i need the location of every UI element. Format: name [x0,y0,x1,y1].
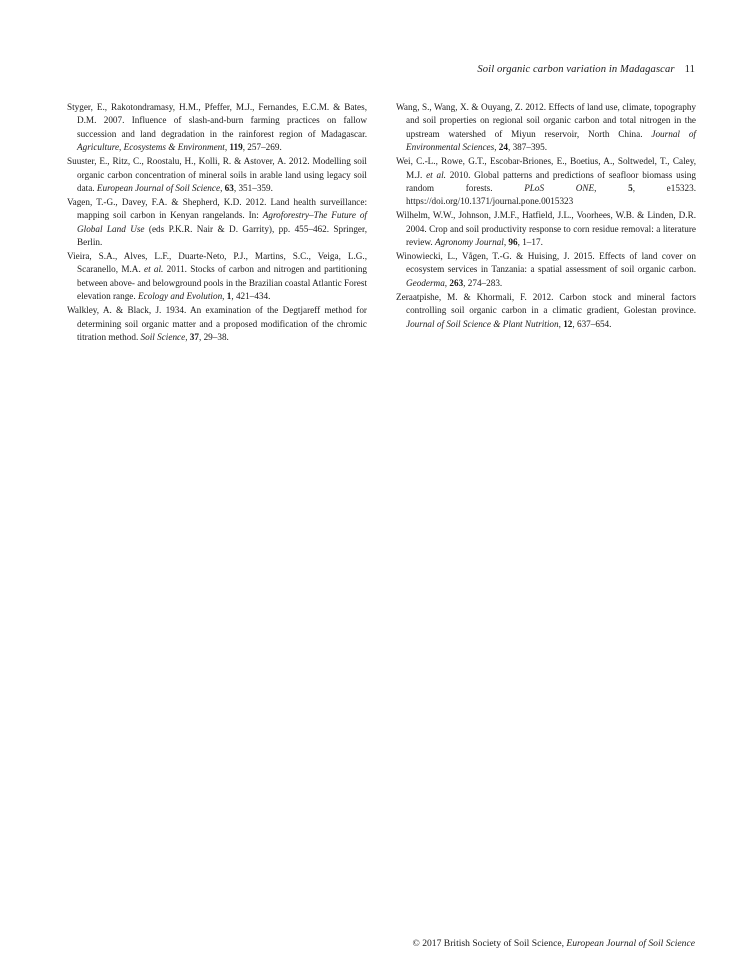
reference-item: Vagen, T.-G., Davey, F.A. & Shepherd, K.D. 2012. Land health surveillance: mapping soil carbon in Kenyan rangelands. In: Agroforestry–The Future of Global Land Use (eds P.K.R. Nair & D. Garrity), pp. 455–462. Springer, Berlin. [67,196,368,248]
copyright-text: © 2017 British Society of Soil Science, [412,938,567,949]
reference-list-left-column [67,101,367,345]
reference-item: Wang, S., Wang, X. & Ouyang, Z. 2012. Effects of land use, climate, topography and soil properties on regional soil organic carbon and total nitrogen in the upstream watershed of Miyun reservoir, North China. Journal of Environmental Sciences, 24, 387–395. [396,102,697,153]
page-number: 11 [684,64,695,75]
footer-journal-name: European Journal of Soil Science [566,938,695,949]
reference-item: Suuster, E., Ritz, C., Roostalu, H., Kolli, R. & Astover, A. 2012. Modelling soil organic carbon concentration of mineral soils in arable land using legacy soil data. European Journal of Soil Science, 63, 351–359. [67,156,367,193]
copyright-footer [413,938,695,949]
reference-item: Zeraatpishe, M. & Khormali, F. 2012. Carbon stock and mineral factors controlling soil organic carbon in a climatic gradient, Golestan province. Journal of Soil Science & Plant Nutrition, 12, 637–654. [396,291,696,329]
running-head [477,64,695,75]
reference-item: Styger, E., Rakotondramasy, H.M., Pfeffer, M.J., Fernandes, E.C.M. & Bates, D.M. 2007. Influence of slash-and-burn farming practices on fallow succession and land degradation in the rainforest region of Madagascar. Agriculture, Ecosystems & Environment, 119, 257–269. [67,102,368,153]
reference-item: Winowiecki, L., Vågen, T.-G. & Huising, J. 2015. Effects of land cover on ecosystem services in Tanzania: a spatial assessment of soil organic carbon. Geoderma, 263, 274–283. [396,250,696,288]
reference-list-right-column [396,101,696,331]
reference-item: Wei, C.-L., Rowe, G.T., Escobar-Briones, E., Boetius, A., Soltwedel, T., Caley, M.J. et al. 2010. Global patterns and predictions of seafloor biomass using random forests. PLoS ONE, 5, e15323. https://doi.org/10.1371/journal.pone.0015323 [396,156,697,207]
running-title: Soil organic carbon variation in Madagascar [477,64,675,75]
reference-item: Walkley, A. & Black, J. 1934. An examination of the Degtjareff method for determining soil organic matter and a proposed modification of the chromic titration method. Soil Science, 37, 29–38. [67,305,367,342]
reference-item: Wilhelm, W.W., Johnson, J.M.F., Hatfield, J.L., Voorhees, W.B. & Linden, D.R. 2004. Crop and soil productivity response to corn residue removal: a literature review. Agronomy Journal, 96, 1–17. [396,210,696,248]
reference-item: Vieira, S.A., Alves, L.F., Duarte-Neto, P.J., Martins, S.C., Veiga, L.G., Scaranello, M.A. et al. 2011. Stocks of carbon and nitrogen and partitioning between above- and belowground pools in the Brazilian coastal Atlantic Forest elevation range. Ecology and Evolution, 1, 421–434. [67,250,368,302]
